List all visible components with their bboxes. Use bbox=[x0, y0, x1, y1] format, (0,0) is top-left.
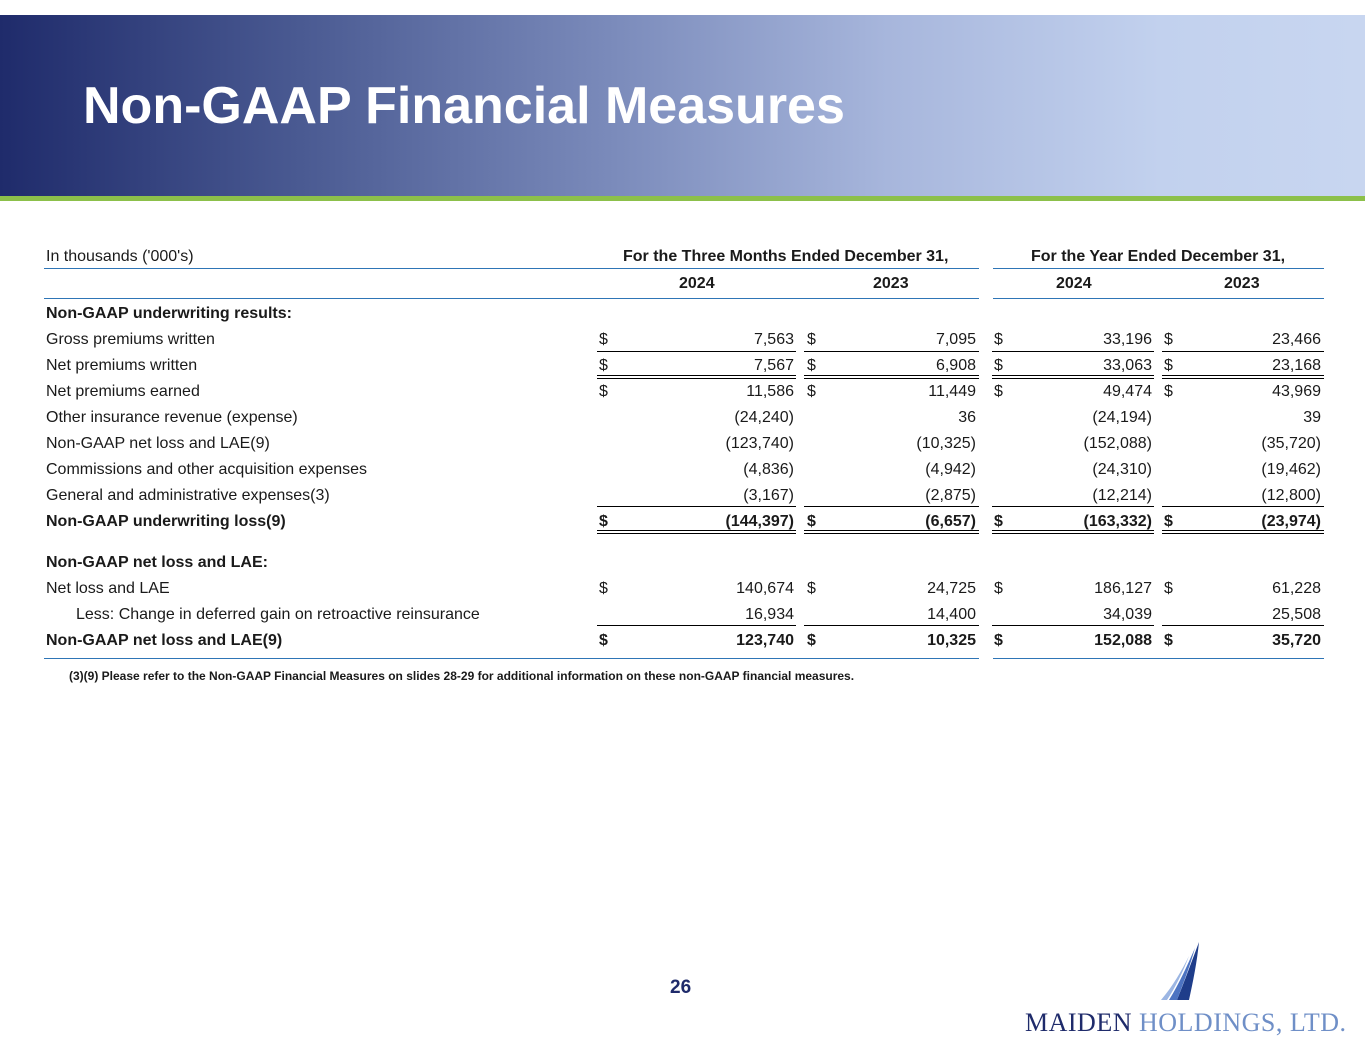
cell-underline bbox=[597, 351, 796, 352]
cell-underline bbox=[1162, 375, 1324, 379]
year-header: 2024 bbox=[1056, 275, 1092, 292]
cell-underline bbox=[597, 530, 796, 534]
table-bottom-rule bbox=[993, 658, 1324, 659]
value-cell: 61,228 bbox=[1272, 580, 1321, 597]
value-cell: 43,969 bbox=[1272, 383, 1321, 400]
value-cell: 34,039 bbox=[1103, 606, 1152, 623]
value-cell: 10,325 bbox=[927, 632, 976, 649]
row-label: Less: Change in deferred gain on retroactive reinsurance bbox=[76, 606, 480, 623]
table-row bbox=[44, 458, 1324, 484]
group-header-year: For the Year Ended December 31, bbox=[1031, 248, 1286, 265]
value-cell: 23,168 bbox=[1272, 357, 1321, 374]
value-cell: 24,725 bbox=[927, 580, 976, 597]
value-cell: 7,567 bbox=[753, 357, 794, 374]
year-header-row bbox=[44, 272, 1324, 298]
dollar-sign: $ bbox=[994, 357, 1003, 374]
value-cell: 36 bbox=[958, 409, 976, 426]
value-cell: 39 bbox=[1303, 409, 1321, 426]
cell-underline bbox=[804, 530, 979, 534]
value-cell: (23,974) bbox=[1261, 513, 1321, 530]
cell-underline bbox=[804, 351, 979, 352]
value-cell: 6,908 bbox=[935, 357, 976, 374]
page-title: Non-GAAP Financial Measures bbox=[83, 77, 845, 135]
logo-wordmark bbox=[1025, 1008, 1347, 1038]
header-rule bbox=[993, 268, 1324, 269]
value-cell: 7,563 bbox=[753, 331, 794, 348]
company-logo bbox=[1025, 940, 1355, 1040]
dollar-sign: $ bbox=[599, 513, 608, 530]
table-row bbox=[44, 406, 1324, 432]
dollar-sign: $ bbox=[994, 331, 1003, 348]
value-cell: (24,240) bbox=[734, 409, 794, 426]
value-cell: (24,310) bbox=[1092, 461, 1152, 478]
dollar-sign: $ bbox=[807, 580, 816, 597]
value-cell: (123,740) bbox=[725, 435, 794, 452]
value-cell: (24,194) bbox=[1092, 409, 1152, 426]
dollar-sign: $ bbox=[1164, 632, 1173, 649]
group-header-three-months: For the Three Months Ended December 31, bbox=[623, 248, 949, 265]
footnote: (3)(9) Please refer to the Non-GAAP Financial Measures on slides 28-29 for additional information on these non-GAAP financial measures. bbox=[69, 669, 855, 683]
dollar-sign: $ bbox=[1164, 331, 1173, 348]
value-cell: 33,063 bbox=[1103, 357, 1152, 374]
value-cell: (3,167) bbox=[743, 487, 794, 504]
header-rule bbox=[44, 298, 979, 299]
table-row bbox=[44, 629, 1324, 655]
value-cell: 123,740 bbox=[736, 632, 794, 649]
value-cell: 49,474 bbox=[1103, 383, 1152, 400]
section-title: Non-GAAP underwriting results: bbox=[46, 305, 292, 322]
row-label: Net premiums earned bbox=[46, 383, 200, 400]
section-title: Non-GAAP net loss and LAE: bbox=[46, 554, 268, 571]
units-label: In thousands ('000's) bbox=[46, 248, 194, 265]
value-cell: (12,214) bbox=[1092, 487, 1152, 504]
value-cell: (6,657) bbox=[925, 513, 976, 530]
cell-underline bbox=[1162, 530, 1324, 534]
dollar-sign: $ bbox=[807, 513, 816, 530]
year-header: 2024 bbox=[679, 275, 715, 292]
dollar-sign: $ bbox=[1164, 383, 1173, 400]
value-cell: (12,800) bbox=[1261, 487, 1321, 504]
dollar-sign: $ bbox=[1164, 357, 1173, 374]
value-cell: 16,934 bbox=[745, 606, 794, 623]
dollar-sign: $ bbox=[807, 357, 816, 374]
dollar-sign: $ bbox=[599, 632, 608, 649]
header-rule bbox=[993, 298, 1324, 299]
value-cell: 140,674 bbox=[736, 580, 794, 597]
dollar-sign: $ bbox=[807, 632, 816, 649]
value-cell: 25,508 bbox=[1272, 606, 1321, 623]
table-bottom-rule bbox=[44, 658, 979, 659]
cell-underline bbox=[597, 625, 796, 626]
dollar-sign: $ bbox=[1164, 580, 1173, 597]
cell-underline bbox=[804, 625, 979, 626]
value-cell: (2,875) bbox=[925, 487, 976, 504]
value-cell: 186,127 bbox=[1094, 580, 1152, 597]
cell-underline bbox=[992, 506, 1154, 507]
value-cell: (163,332) bbox=[1083, 513, 1152, 530]
value-cell: 152,088 bbox=[1094, 632, 1152, 649]
dollar-sign: $ bbox=[599, 357, 608, 374]
row-label: Net premiums written bbox=[46, 357, 198, 374]
row-label: Commissions and other acquisition expenses bbox=[46, 461, 368, 478]
row-label: Other insurance revenue (expense) bbox=[46, 409, 298, 426]
dollar-sign: $ bbox=[994, 383, 1003, 400]
row-label: Non-GAAP underwriting loss(9) bbox=[46, 513, 286, 530]
cell-underline bbox=[1162, 506, 1324, 507]
row-label: Gross premiums written bbox=[46, 331, 215, 348]
header-rule bbox=[44, 268, 979, 269]
cell-underline bbox=[804, 506, 979, 507]
table-row bbox=[44, 380, 1324, 406]
value-cell: (19,462) bbox=[1261, 461, 1321, 478]
dollar-sign: $ bbox=[599, 383, 608, 400]
cell-underline bbox=[804, 375, 979, 379]
logo-word-maiden: MAIDEN bbox=[1025, 1008, 1132, 1037]
banner-accent-line bbox=[0, 196, 1365, 201]
section-title-row bbox=[44, 302, 1324, 328]
value-cell: 11,449 bbox=[928, 383, 976, 400]
dollar-sign: $ bbox=[599, 331, 608, 348]
dollar-sign: $ bbox=[994, 632, 1003, 649]
value-cell: 35,720 bbox=[1272, 632, 1321, 649]
cell-underline bbox=[597, 375, 796, 379]
table-row bbox=[44, 432, 1324, 458]
cell-underline bbox=[597, 506, 796, 507]
value-cell: 33,196 bbox=[1103, 331, 1152, 348]
row-label: Net loss and LAE bbox=[46, 580, 170, 597]
dollar-sign: $ bbox=[599, 580, 608, 597]
year-header: 2023 bbox=[873, 275, 909, 292]
value-cell: (144,397) bbox=[725, 513, 794, 530]
cell-underline bbox=[992, 530, 1154, 534]
value-cell: (4,836) bbox=[743, 461, 794, 478]
dollar-sign: $ bbox=[807, 383, 816, 400]
value-cell: (35,720) bbox=[1261, 435, 1321, 452]
cell-underline bbox=[992, 375, 1154, 379]
dollar-sign: $ bbox=[1164, 513, 1173, 530]
cell-underline bbox=[1162, 351, 1324, 352]
section-title-row bbox=[44, 551, 1324, 577]
row-label: General and administrative expenses(3) bbox=[46, 487, 330, 504]
value-cell: (10,325) bbox=[916, 435, 976, 452]
row-label: Non-GAAP net loss and LAE(9) bbox=[46, 435, 270, 452]
year-header: 2023 bbox=[1224, 275, 1260, 292]
cell-underline bbox=[992, 351, 1154, 352]
dollar-sign: $ bbox=[994, 580, 1003, 597]
cell-underline bbox=[992, 625, 1154, 626]
page-number: 26 bbox=[670, 977, 692, 998]
value-cell: 7,095 bbox=[935, 331, 976, 348]
table-row bbox=[44, 577, 1324, 603]
value-cell: 14,400 bbox=[927, 606, 976, 623]
value-cell: 23,466 bbox=[1272, 331, 1321, 348]
dollar-sign: $ bbox=[994, 513, 1003, 530]
cell-underline bbox=[1162, 625, 1324, 626]
row-label: Non-GAAP net loss and LAE(9) bbox=[46, 632, 283, 649]
logo-word-holdings: HOLDINGS, LTD. bbox=[1139, 1008, 1347, 1037]
value-cell: (4,942) bbox=[925, 461, 976, 478]
value-cell: 11,586 bbox=[746, 383, 794, 400]
dollar-sign: $ bbox=[807, 331, 816, 348]
value-cell: (152,088) bbox=[1083, 435, 1152, 452]
sail-icon bbox=[1155, 940, 1215, 1004]
